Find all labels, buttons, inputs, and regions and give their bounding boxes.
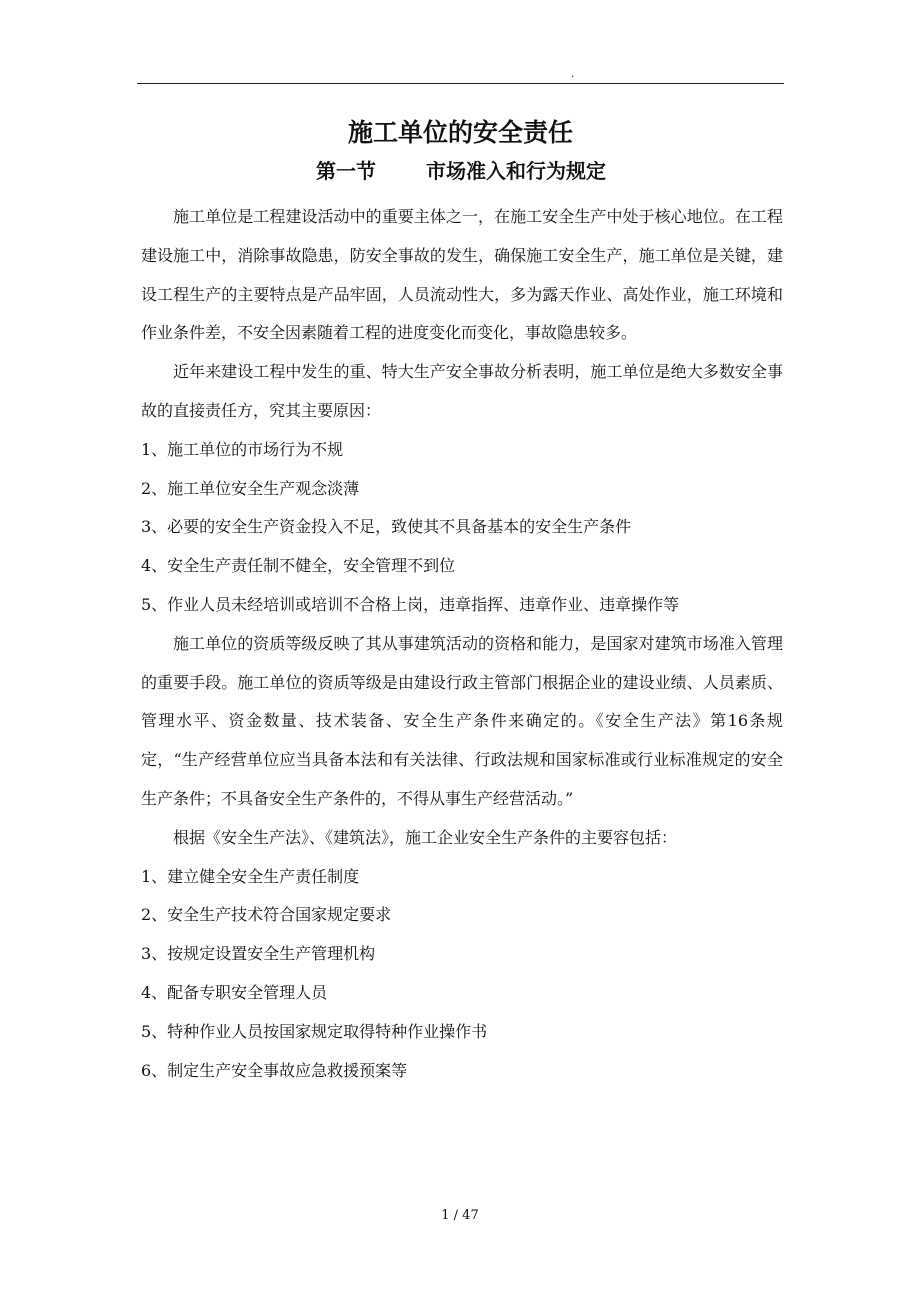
list-item: 5、作业人员未经培训或培训不合格上岗，违章指挥、违章作业、违章操作等 bbox=[141, 594, 680, 614]
list-item: 1、建立健全安全生产责任制度 bbox=[141, 866, 360, 886]
section-number: 第一节 bbox=[316, 159, 376, 183]
section-title: 市场准入和行为规定 bbox=[426, 159, 606, 183]
accident-analysis-paragraph: 近年来建设工程中发生的重、特大生产安全事故分析表明，施工单位是绝大多数安全事故的直接责任方，究其主要原因： bbox=[141, 362, 783, 420]
list-item: 4、安全生产责任制不健全，安全管理不到位 bbox=[141, 556, 456, 576]
list-item: 3、必要的安全生产资金投入不足，致使其不具备基本的安全生产条件 bbox=[141, 517, 632, 537]
header-mark: . bbox=[571, 69, 575, 80]
header-rule bbox=[137, 83, 784, 84]
list-item: 4、配备专职安全管理人员 bbox=[141, 982, 328, 1002]
list-item: 2、施工单位安全生产观念淡薄 bbox=[141, 478, 360, 498]
list-item: 1、施工单位的市场行为不规 bbox=[141, 439, 344, 459]
reasons-list bbox=[141, 431, 783, 625]
document-body bbox=[141, 198, 783, 1090]
list-item: 5、特种作业人员按国家规定取得特种作业操作书 bbox=[141, 1021, 488, 1041]
conditions-intro: 根据《安全生产法》、《建筑法》，施工企业安全生产条件的主要容包括： bbox=[173, 827, 678, 847]
list-item: 6、制定生产安全事故应急救援预案等 bbox=[141, 1060, 408, 1080]
section-heading bbox=[316, 157, 606, 185]
page-indicator: 1 / 47 bbox=[441, 1208, 479, 1223]
qualification-paragraph: 施工单位的资质等级反映了其从事建筑活动的资格和能力，是国家对建筑市场准入管理的重要手段。施工单位的资质等级是由建设行政主管部门根据企业的建设业绩、人员素质、管理水平、资金数量、技术装备、安全生产条件来确定的。《安全生产法》第16条规定，“生产经营单位应当具备本法和有关法律、行政法规和国家标准或行业标准规定的安全生产条件；不具备安全生产条件的，不得从事生产经营活动。” bbox=[141, 633, 783, 808]
conditions-list bbox=[141, 858, 783, 1091]
list-item: 2、安全生产技术符合国家规定要求 bbox=[141, 905, 392, 925]
intro-paragraph: 施工单位是工程建设活动中的重要主体之一，在施工安全生产中处于核心地位。在工程建设施工中，消除事故隐患，防安全事故的发生，确保施工安全生产，施工单位是关键，建设工程生产的主要特点是产品牢固，人员流动性大，多为露天作业、高处作业，施工环境和作业条件差，不安全因素随着工程的进度变化而变化，事故隐患较多。 bbox=[141, 207, 783, 343]
document-title: 施工单位的安全责任 bbox=[347, 118, 573, 147]
list-item: 3、按规定设置安全生产管理机构 bbox=[141, 944, 376, 964]
